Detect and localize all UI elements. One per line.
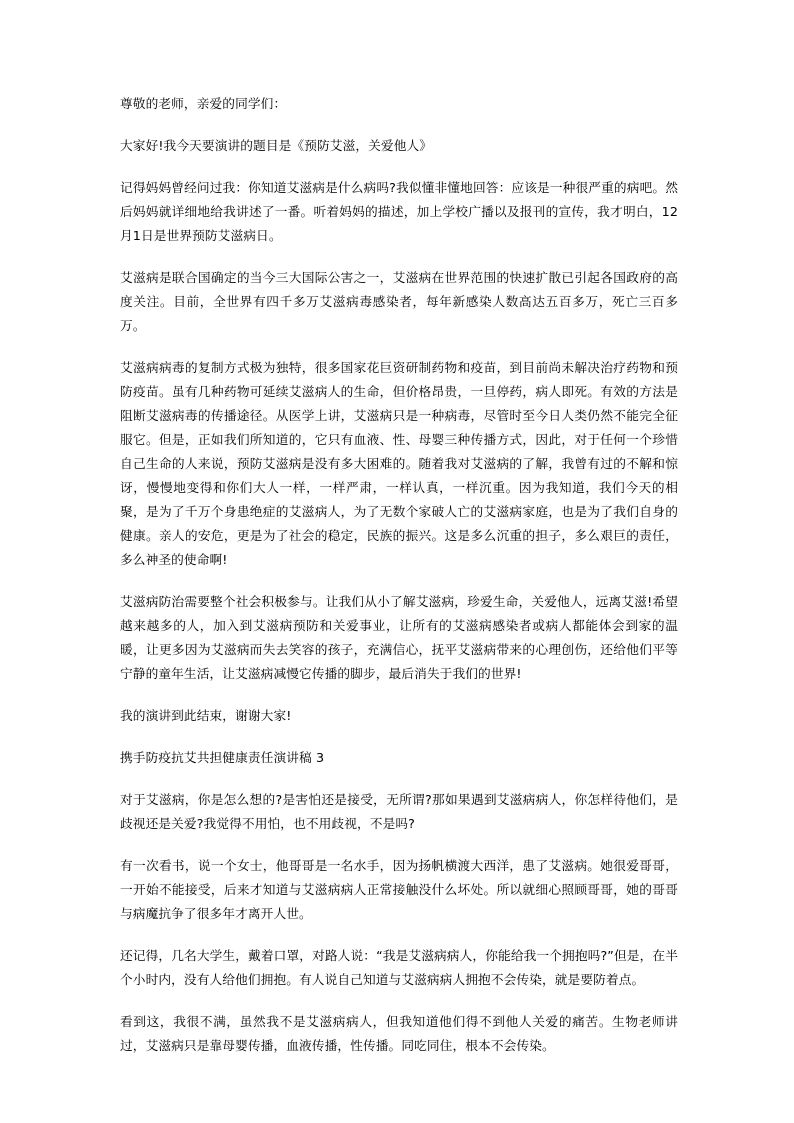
document-body <box>120 92 678 1076</box>
salutation: 尊敬的老师，亲爱的同学们： <box>120 96 287 111</box>
paragraph: 艾滋病防治需要整个社会积极参与。让我们从小了解艾滋病，珍爱生命，关爱他人，远离艾滋!希望越来越多的人，加入到艾滋病预防和关爱事业，让所有的艾滋病感染者或病人都能体会到家的温暖，让更多因为艾滋病而失去笑容的孩子，充满信心，抚平艾滋病带来的心理创伤，还给他们平等宁静的童年生活，让艾滋病减慢它传播的脚步，最后消失于我们的世界! <box>120 594 678 681</box>
closing-line: 我的演讲到此结束，谢谢大家! <box>120 708 292 723</box>
paragraph: 有一次看书，说一个女士，他哥哥是一名水手，因为扬帆横渡大西洋，患了艾滋病。她很爱哥哥，一开始不能接受，后来才知道与艾滋病病人正常接触没什么坏处。所以就细心照顾哥哥，她的哥哥与病魔抗争了很多年才离开人世。 <box>120 858 678 921</box>
paragraph: 记得妈妈曾经问过我：你知道艾滋病是什么病吗?我似懂非懂地回答：应该是一种很严重的病吧。然后妈妈就详细地给我讲述了一番。听着妈妈的描述，加上学校广播以及报刊的宣传，我才明白，12月1日是世界预防艾滋病日。 <box>120 180 678 243</box>
paragraph: 对于艾滋病，你是怎么想的?是害怕还是接受，无所谓?那如果遇到艾滋病病人，你怎样待他们，是歧视还是关爱?我觉得不用怕，也不用歧视，不是吗? <box>120 792 678 831</box>
paragraph: 看到这，我很不满，虽然我不是艾滋病病人，但我知道他们得不到他人关爱的痛苦。生物老师讲过，艾滋病只是靠母婴传播，血液传播，性传播。同吃同住，根本不会传染。 <box>120 1014 678 1053</box>
section-title: 携手防疫抗艾共担健康责任演讲稿 3 <box>120 750 325 765</box>
paragraph: 还记得，几名大学生，戴着口罩，对路人说：“我是艾滋病病人，你能给我一个拥抱吗?”但是，在半个小时内，没有人给他们拥抱。有人说自己知道与艾滋病病人拥抱不会传染，就是要防着点。 <box>120 948 678 987</box>
greeting-title: 大家好!我今天要演讲的题目是《预防艾滋，关爱他人》 <box>120 138 433 153</box>
paragraph: 艾滋病病毒的复制方式极为独特，很多国家花巨资研制药物和疫苗，到目前尚未解决治疗药物和预防疫苗。虽有几种药物可延续艾滋病人的生命，但价格昂贵，一旦停药，病人即死。有效的方法是阻断艾滋病毒的传播途径。从医学上讲，艾滋病只是一种病毒，尽管时至今日人类仍然不能完全征服它。但是，正如我们所知道的，它只有血液、性、母婴三种传播方式，因此，对于任何一个珍惜自己生命的人来说，预防艾滋病是没有多大困难的。随着我对艾滋病的了解，我曾有过的不解和惊讶，慢慢地变得和你们大人一样，一样严肃，一样认真，一样沉重。因为我知道，我们今天的相聚，是为了千万个身患绝症的艾滋病人，为了无数个家破人亡的艾滋病家庭，也是为了我们自身的健康。亲人的安危，更是为了社会的稳定，民族的振兴。这是多么沉重的担子，多么艰巨的责任，多么神圣的使命啊! <box>120 360 678 567</box>
paragraph: 艾滋病是联合国确定的当今三大国际公害之一，艾滋病在世界范围的快速扩散已引起各国政府的高度关注。目前，全世界有四千多万艾滋病毒感染者，每年新感染人数高达五百多万，死亡三百多万。 <box>120 270 678 333</box>
